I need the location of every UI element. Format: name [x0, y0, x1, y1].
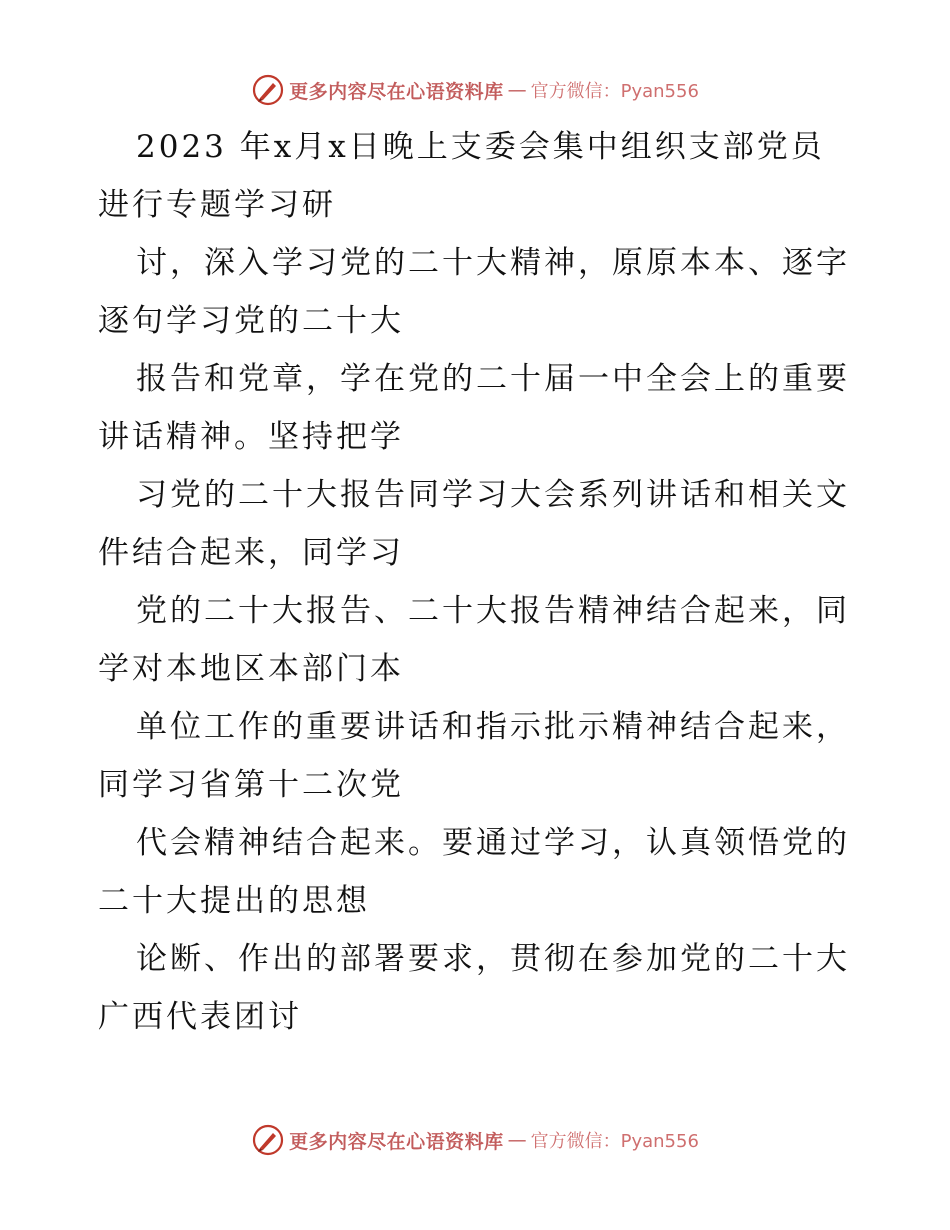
text-line: 报告和党章，学在党的二十届一中全会上的重要 [136, 361, 850, 397]
text-line: 件结合起来，同学习 [98, 535, 404, 571]
text-line: 二十大提出的思想 [98, 883, 370, 919]
text-line: 进行专题学习研 [98, 187, 336, 223]
text-line: 广西代表团讨 [98, 999, 302, 1035]
text-line: 逐句学习党的二十大 [98, 303, 404, 339]
text-line: 论断、作出的部署要求，贯彻在参加党的二十大 [136, 941, 850, 977]
text-line: 代会精神结合起来。要通过学习，认真领悟党的 [136, 825, 850, 861]
watermark-wechat-text: 官方微信：Pyan556 [530, 1131, 699, 1152]
text-line: 单位工作的重要讲话和指示批示精神结合起来， [136, 709, 850, 745]
quill-logo-icon [251, 1123, 285, 1157]
text-line: 2023 年x月x日晚上支委会集中组织支部党员 [136, 129, 825, 165]
text-line: 习党的二十大报告同学习大会系列讲话和相关文 [136, 477, 850, 513]
watermark-dash: — [507, 1129, 527, 1151]
header-watermark [0, 70, 950, 110]
footer-watermark [0, 1120, 950, 1160]
watermark-main-text: 更多内容尽在心语资料库 [289, 1130, 504, 1153]
text-line: 党的二十大报告、二十大报告精神结合起来，同 [136, 593, 850, 629]
watermark-dash: — [507, 79, 527, 101]
text-line: 讲话精神。坚持把学 [98, 419, 404, 455]
text-line: 学对本地区本部门本 [98, 651, 404, 687]
quill-logo-icon [251, 73, 285, 107]
watermark-main-text: 更多内容尽在心语资料库 [289, 80, 504, 103]
document-body [98, 118, 858, 1046]
watermark-wechat-text: 官方微信：Pyan556 [530, 81, 699, 102]
text-line: 同学习省第十二次党 [98, 767, 404, 803]
text-line: 讨，深入学习党的二十大精神，原原本本、逐字 [136, 245, 850, 281]
